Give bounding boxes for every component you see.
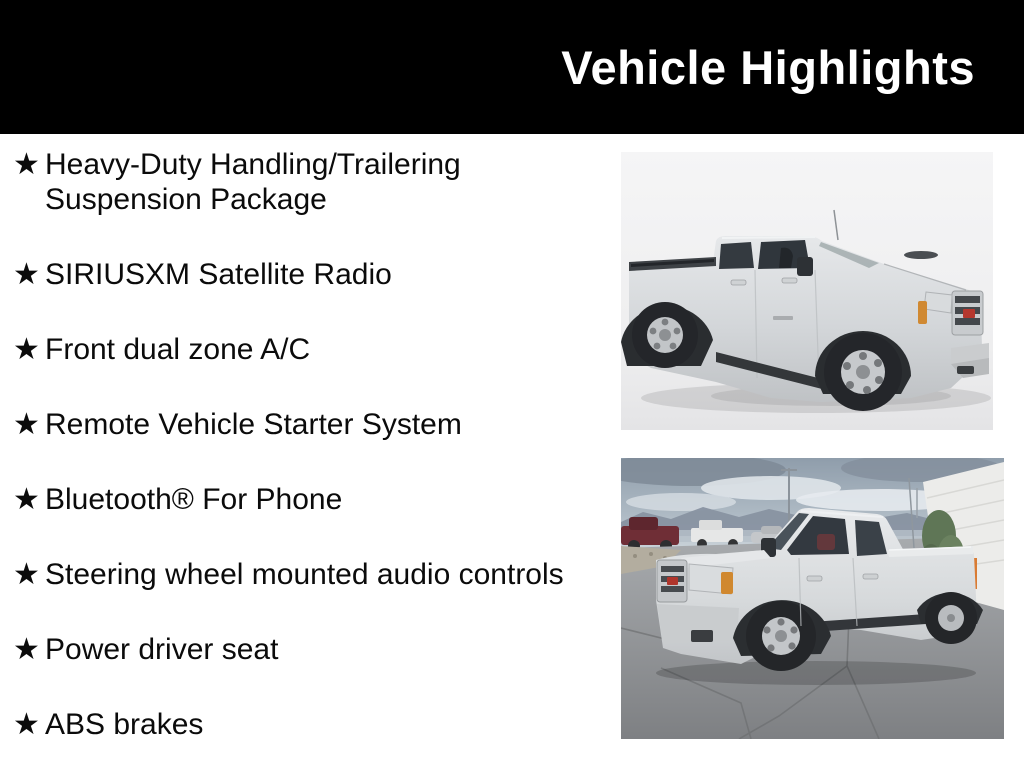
front-wheel [824,333,902,411]
star-bullet-icon: ★ [13,558,40,591]
highlight-text: ABS brakes [45,708,204,741]
highlight-item [13,557,601,592]
highlight-text: Remote Vehicle Starter System [45,408,462,441]
star-bullet-icon: ★ [13,333,40,366]
highlight-text: Heavy-Duty Handling/Trailering Suspension Package [45,148,461,216]
highlight-item [13,257,601,292]
highlight-item [13,707,601,742]
highlight-item [13,407,601,442]
front-wheel [746,601,816,671]
highlight-item [13,147,601,217]
rear-wheel [632,302,698,368]
vehicle-photo-lot [621,458,1004,739]
star-bullet-icon: ★ [13,148,40,181]
highlight-item [13,482,601,517]
star-bullet-icon: ★ [13,708,40,741]
vehicle-photo-studio [621,152,993,430]
highlight-item [13,332,601,367]
star-bullet-icon: ★ [13,408,40,441]
highlight-text: SIRIUSXM Satellite Radio [45,258,392,291]
header-bar [0,0,1024,134]
star-bullet-icon: ★ [13,258,40,291]
front-grille [952,291,983,335]
highlight-text: Bluetooth® For Phone [45,483,343,516]
highlight-text: Power driver seat [45,633,279,666]
studio-truck-illustration [621,152,993,430]
highlights-list [13,147,601,768]
page-title: Vehicle Highlights [561,40,975,94]
highlight-item [13,632,601,667]
front-grille [657,560,687,602]
highlight-text: Steering wheel mounted audio controls [45,558,564,591]
lot-truck-illustration [621,458,1004,739]
highlight-text: Front dual zone A/C [45,333,311,366]
star-bullet-icon: ★ [13,483,40,516]
star-bullet-icon: ★ [13,633,40,666]
rear-wheel [925,592,977,644]
